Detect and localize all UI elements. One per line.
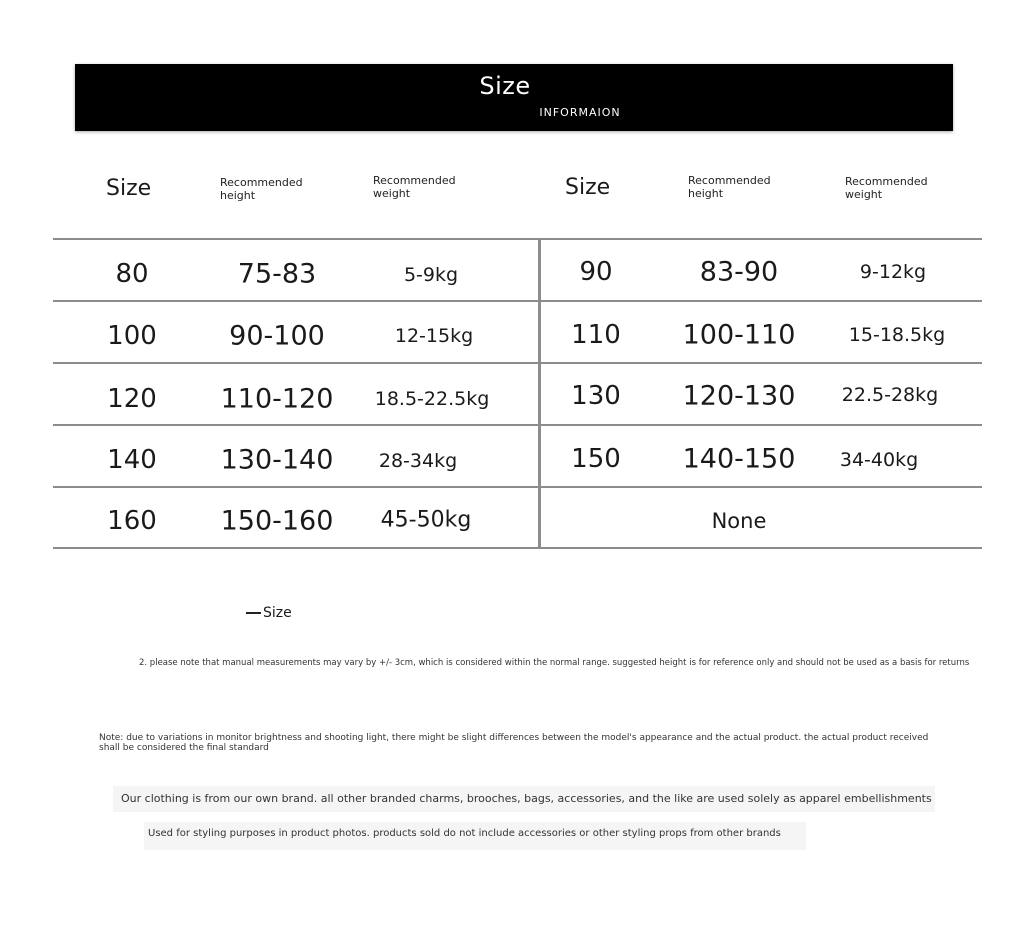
table-cell-size: 90: [579, 257, 613, 287]
table-cell-size: 110: [571, 320, 621, 350]
table-cell-height: 75-83: [237, 258, 317, 290]
banner-subtitle: INFORMAION: [539, 106, 621, 119]
header-weight-left: [373, 175, 456, 200]
table-cell-weight: 28-34kg: [378, 450, 458, 472]
table-cell-height: 150-160: [220, 505, 334, 537]
table-cell-height: 130-140: [220, 444, 334, 476]
header-weight-right-line1: Recommended: [845, 175, 928, 188]
banner-title: Size: [479, 72, 531, 100]
table-cell-size: 150: [571, 444, 621, 474]
header-weight-right: [845, 176, 928, 201]
table-cell-weight: 12-15kg: [394, 325, 474, 347]
table-rule: [53, 362, 982, 364]
title-banner: [75, 64, 953, 131]
table-cell-weight: 45-50kg: [380, 507, 472, 533]
table-rule: [53, 238, 982, 240]
table-cell-size: 130: [571, 381, 621, 411]
table-cell-height: 140-150: [682, 443, 796, 475]
header-height-left-line2: height: [220, 188, 256, 202]
table-cell-size: 120: [107, 384, 157, 414]
table-cell-weight: 9-12kg: [859, 261, 927, 283]
table-rule: [53, 300, 982, 302]
header-height-left: [220, 177, 303, 202]
table-cell-height: 110-120: [220, 383, 334, 415]
table-cell-empty: None: [711, 509, 767, 533]
table-cell-height: 120-130: [682, 380, 796, 412]
table-cell-size: 80: [115, 259, 149, 289]
table-cell-size: 140: [107, 445, 157, 475]
header-size-left: Size: [106, 176, 152, 201]
table-rule: [53, 424, 982, 426]
table-cell-weight: 22.5-28kg: [841, 384, 939, 406]
header-height-right-line2: height: [688, 186, 724, 200]
size-legend: Size: [246, 605, 292, 621]
table-cell-size: 100: [107, 321, 157, 351]
table-cell-height: 90-100: [229, 320, 325, 352]
table-cell-weight: 18.5-22.5kg: [374, 388, 490, 410]
table-divider: [538, 239, 541, 549]
note-styling: Used for styling purposes in product photos. products sold do not include accessories or other styling props from other brands: [144, 822, 806, 850]
table-cell-weight: 5-9kg: [403, 264, 459, 286]
table-cell-height: 83-90: [699, 256, 779, 288]
header-weight-right-line2: weight: [845, 187, 883, 201]
table-cell-weight: 34-40kg: [839, 449, 919, 471]
table-cell-height: 100-110: [682, 319, 796, 351]
header-height-right-line1: Recommended: [688, 174, 771, 187]
table-rule: [53, 486, 982, 488]
header-weight-left-line2: weight: [373, 186, 411, 200]
header-height-left-line1: Recommended: [220, 176, 303, 189]
header-weight-left-line1: Recommended: [373, 174, 456, 187]
table-rule: [53, 547, 982, 549]
table-cell-weight: 15-18.5kg: [848, 324, 946, 346]
note-measurement: 2. please note that manual measurements may vary by +/- 3cm, which is considered within the normal range. suggested height is for reference only and should not be used as a basis for returns: [139, 658, 970, 668]
note-monitor: Note: due to variations in monitor brightness and shooting light, there might be slight differences between the model's appearance and the actual product. the actual product received shall be considered the final standard: [99, 733, 929, 754]
header-height-right: [688, 175, 771, 200]
table-cell-size: 160: [107, 506, 157, 536]
note-brand: Our clothing is from our own brand. all other branded charms, brooches, bags, accessories, and the like are used solely as apparel embellishments: [113, 786, 935, 812]
header-size-right: Size: [565, 175, 611, 200]
